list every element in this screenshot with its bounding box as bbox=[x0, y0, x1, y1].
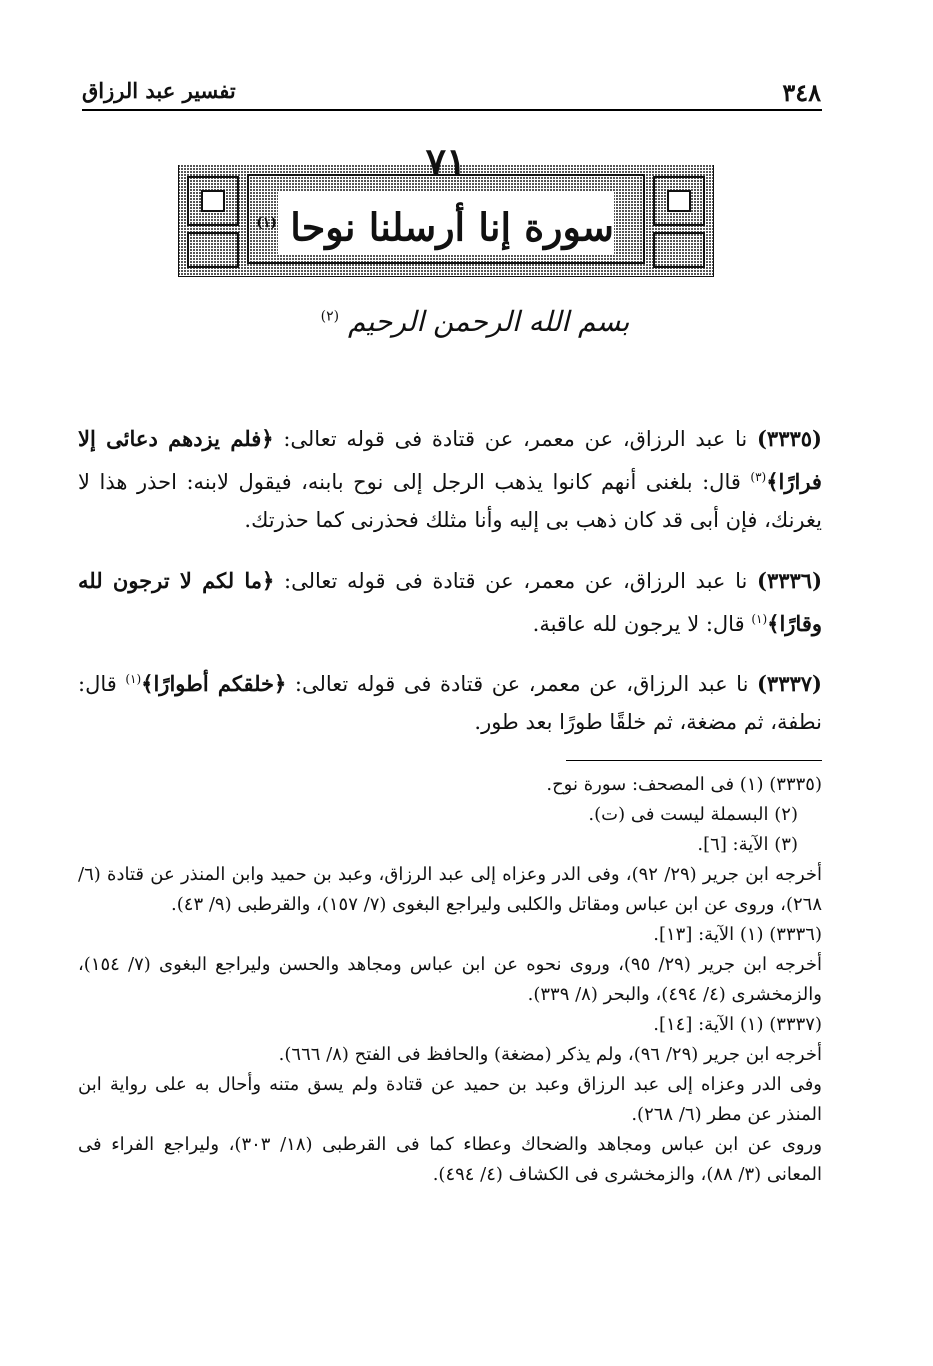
sura-title bbox=[256, 191, 614, 255]
footnote: (٣٣٣٥) (١) فى المصحف: سورة نوح. bbox=[546, 774, 822, 795]
entry-number: (٣٣٣٧) bbox=[756, 671, 822, 696]
entry-note: (٣) bbox=[750, 470, 767, 484]
footnote: وفى الدر وعزاه إلى عبد الرزاق وعبد بن حميد عن قتادة ولم يسق متنه وأحال به على رواية ابن المنذر عن مطر (٦/ ٢٦٨). bbox=[78, 1074, 822, 1125]
header-rule bbox=[82, 109, 822, 111]
entry-comment: قال: نطفة، ثم مضغة، ثم خلقًا طورًا بعد طور. bbox=[78, 672, 822, 734]
footnote: (٢) البسملة ليست فى (ت). bbox=[588, 804, 798, 825]
running-header-title: تفسير عبد الرزاق bbox=[82, 78, 236, 103]
entry-verse: ﴿خلقكم أطوارًا﴾ bbox=[141, 671, 287, 696]
footnote: وروى عن ابن عباس ومجاهد والضحاك وعطاء كما فى القرطبى (١٨/ ٣٠٣)، وليراجع الفراء فى المعانى (٣/ ٨٨)، والزمخشرى فى الكشاف (٤/ ٤٩٤). bbox=[78, 1134, 823, 1185]
entry-number: (٣٣٣٥) bbox=[756, 426, 822, 451]
entry-chain: نا عبد الرزاق، عن معمر، عن قتادة فى قوله تعالى: bbox=[283, 427, 748, 451]
footnotes bbox=[78, 770, 822, 1190]
footnote: أخرجه ابن جرير (٢٩/ ٩٥)، وروى نحوه عن ابن عباس ومجاهد والحسن وليراجع البغوى (٧/ ١٥٤)، والزمخشرى (٤/ ٤٩٤)، والبحر (٨/ ٣٣٩). bbox=[78, 954, 822, 1005]
entry-comment: قال: لا يرجون لله عاقبة. bbox=[532, 612, 745, 636]
footnote: (٣٣٣٧) (١) الآية: [١٤]. bbox=[653, 1014, 822, 1035]
basmala bbox=[310, 305, 640, 338]
entry-verse: ﴿فلم يزدهم دعائى إلا فرارًا﴾ bbox=[78, 426, 822, 494]
footnote: (٣) الآية: [٦]. bbox=[697, 834, 798, 855]
sura-number: ٧١ bbox=[425, 139, 467, 184]
basmala-note: (٢) bbox=[320, 308, 340, 325]
entry-verse: ﴿ما لكم لا ترجون لله وقارًا﴾ bbox=[78, 568, 822, 636]
sura-title-text: سورة إنا أرسلنا نوحا bbox=[290, 204, 614, 250]
footnote: أخرجه ابن جرير (٢٩/ ٩٢)، وفى الدر وعزاه إلى عبد الرزاق، وعبد بن حميد وابن المنذر عن قتادة (٦/ ٢٦٨)، وروى عن ابن عباس ومقاتل والكلبى وليراجع البغوى (٧/ ١٥٧)، والقرطبى (٩/ ٤٣). bbox=[78, 864, 822, 915]
sura-banner bbox=[178, 139, 714, 277]
entry-note: (١) bbox=[125, 672, 142, 686]
tafsir-entry bbox=[78, 420, 822, 539]
entry-number: (٣٣٣٦) bbox=[757, 568, 822, 593]
entry-note: (١) bbox=[751, 612, 768, 626]
entry-chain: نا عبد الرزاق، عن معمر، عن قتادة فى قوله تعالى: bbox=[294, 672, 749, 696]
footnote: أخرجه ابن جرير (٢٩/ ٩٦)، ولم يذكر (مضغة) والحافظ فى الفتح (٨/ ٦٦٦). bbox=[278, 1044, 822, 1065]
tafsir-entry bbox=[78, 562, 822, 643]
sura-title-note: (١) bbox=[256, 215, 277, 231]
basmala-text: بسم الله الرحمن الرحيم bbox=[347, 305, 630, 338]
entry-comment: قال: بلغنى أنهم كانوا يذهب الرجل إلى نوح بابنه، فيقول لابنه: احذر هذا لا يغرنك، فإن أبى قد كان ذهب بى إليه وأنا مثلك فحذرنى كما حذرتك. bbox=[78, 470, 822, 532]
footnote: (٣٣٣٦) (١) الآية: [١٣]. bbox=[653, 924, 822, 945]
tafsir-entry bbox=[78, 660, 822, 741]
entry-chain: نا عبد الرزاق، عن معمر، عن قتادة فى قوله تعالى: bbox=[284, 569, 748, 593]
page-number: ٣٤٨ bbox=[782, 78, 821, 107]
footnote-rule bbox=[566, 760, 822, 761]
